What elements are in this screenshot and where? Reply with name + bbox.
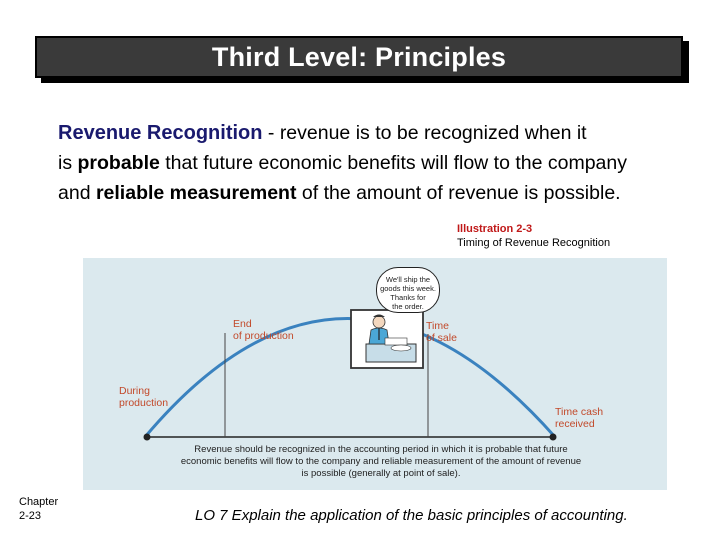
label-end-of-production — [233, 318, 294, 342]
label-end-of-production-l2: of production — [233, 330, 294, 342]
learning-objective: LO 7 Explain the application of the basic principles of accounting. — [195, 507, 628, 524]
label-during-production — [119, 385, 168, 409]
body-text-4: and — [58, 182, 96, 204]
chapter-label — [19, 495, 58, 523]
title-bar — [35, 36, 683, 78]
body-paragraph — [58, 118, 708, 208]
caption-line-2: economic benefits will flow to the company and reliable measurement of the amount of revenue — [180, 456, 582, 467]
label-time-of-sale — [426, 320, 457, 344]
label-time-cash-received — [555, 406, 603, 430]
body-text-5: of the amount of revenue is possible. — [296, 182, 621, 204]
body-line-3 — [58, 178, 708, 208]
start-dot — [144, 434, 151, 441]
chapter-text: Chapter — [19, 496, 59, 508]
label-time-of-sale-l1: Time — [426, 320, 449, 332]
illustration-title: Timing of Revenue Recognition — [457, 237, 611, 249]
term-revenue-recognition: Revenue Recognition — [58, 122, 263, 144]
body-text-2: is — [58, 152, 78, 174]
label-time-of-sale-l2: of sale — [426, 332, 457, 344]
revenue-arc — [145, 319, 555, 438]
chapter-page-number: 2-23 — [19, 510, 42, 522]
speech-line-2: goods this week. — [380, 284, 436, 293]
end-dot — [550, 434, 557, 441]
label-time-cash-received-l1: Time cash — [555, 406, 604, 418]
figure-caption — [121, 444, 641, 480]
body-text-3: that future economic benefits will flow to the company — [159, 152, 627, 174]
speech-bubble — [376, 267, 440, 313]
body-line-2 — [58, 148, 708, 178]
body-bold-probable: probable — [77, 152, 160, 174]
label-during-production-l1: During — [119, 385, 150, 397]
illustration-label — [457, 222, 610, 250]
illustration-number: Illustration 2-3 — [457, 223, 533, 235]
revenue-timing-figure — [83, 258, 667, 490]
body-line-1 — [58, 118, 708, 148]
speech-line-4: the order. — [392, 302, 424, 311]
label-time-cash-received-l2: received — [555, 418, 595, 430]
body-bold-reliable: reliable measurement — [95, 182, 297, 204]
caption-line-1: Revenue should be recognized in the accounting period in which it is probable that future — [194, 444, 568, 455]
slide-title: Third Level: Principles — [211, 41, 507, 72]
body-text-1: - revenue is to be recognized when it — [262, 122, 587, 144]
label-during-production-l2: production — [119, 397, 169, 409]
label-end-of-production-l1: End — [233, 318, 252, 330]
caption-line-3: is possible (generally at point of sale). — [301, 468, 461, 479]
salesperson-icon — [351, 310, 423, 368]
speech-line-1: We'll ship the — [385, 275, 431, 284]
speech-line-3: Thanks for — [390, 293, 426, 302]
